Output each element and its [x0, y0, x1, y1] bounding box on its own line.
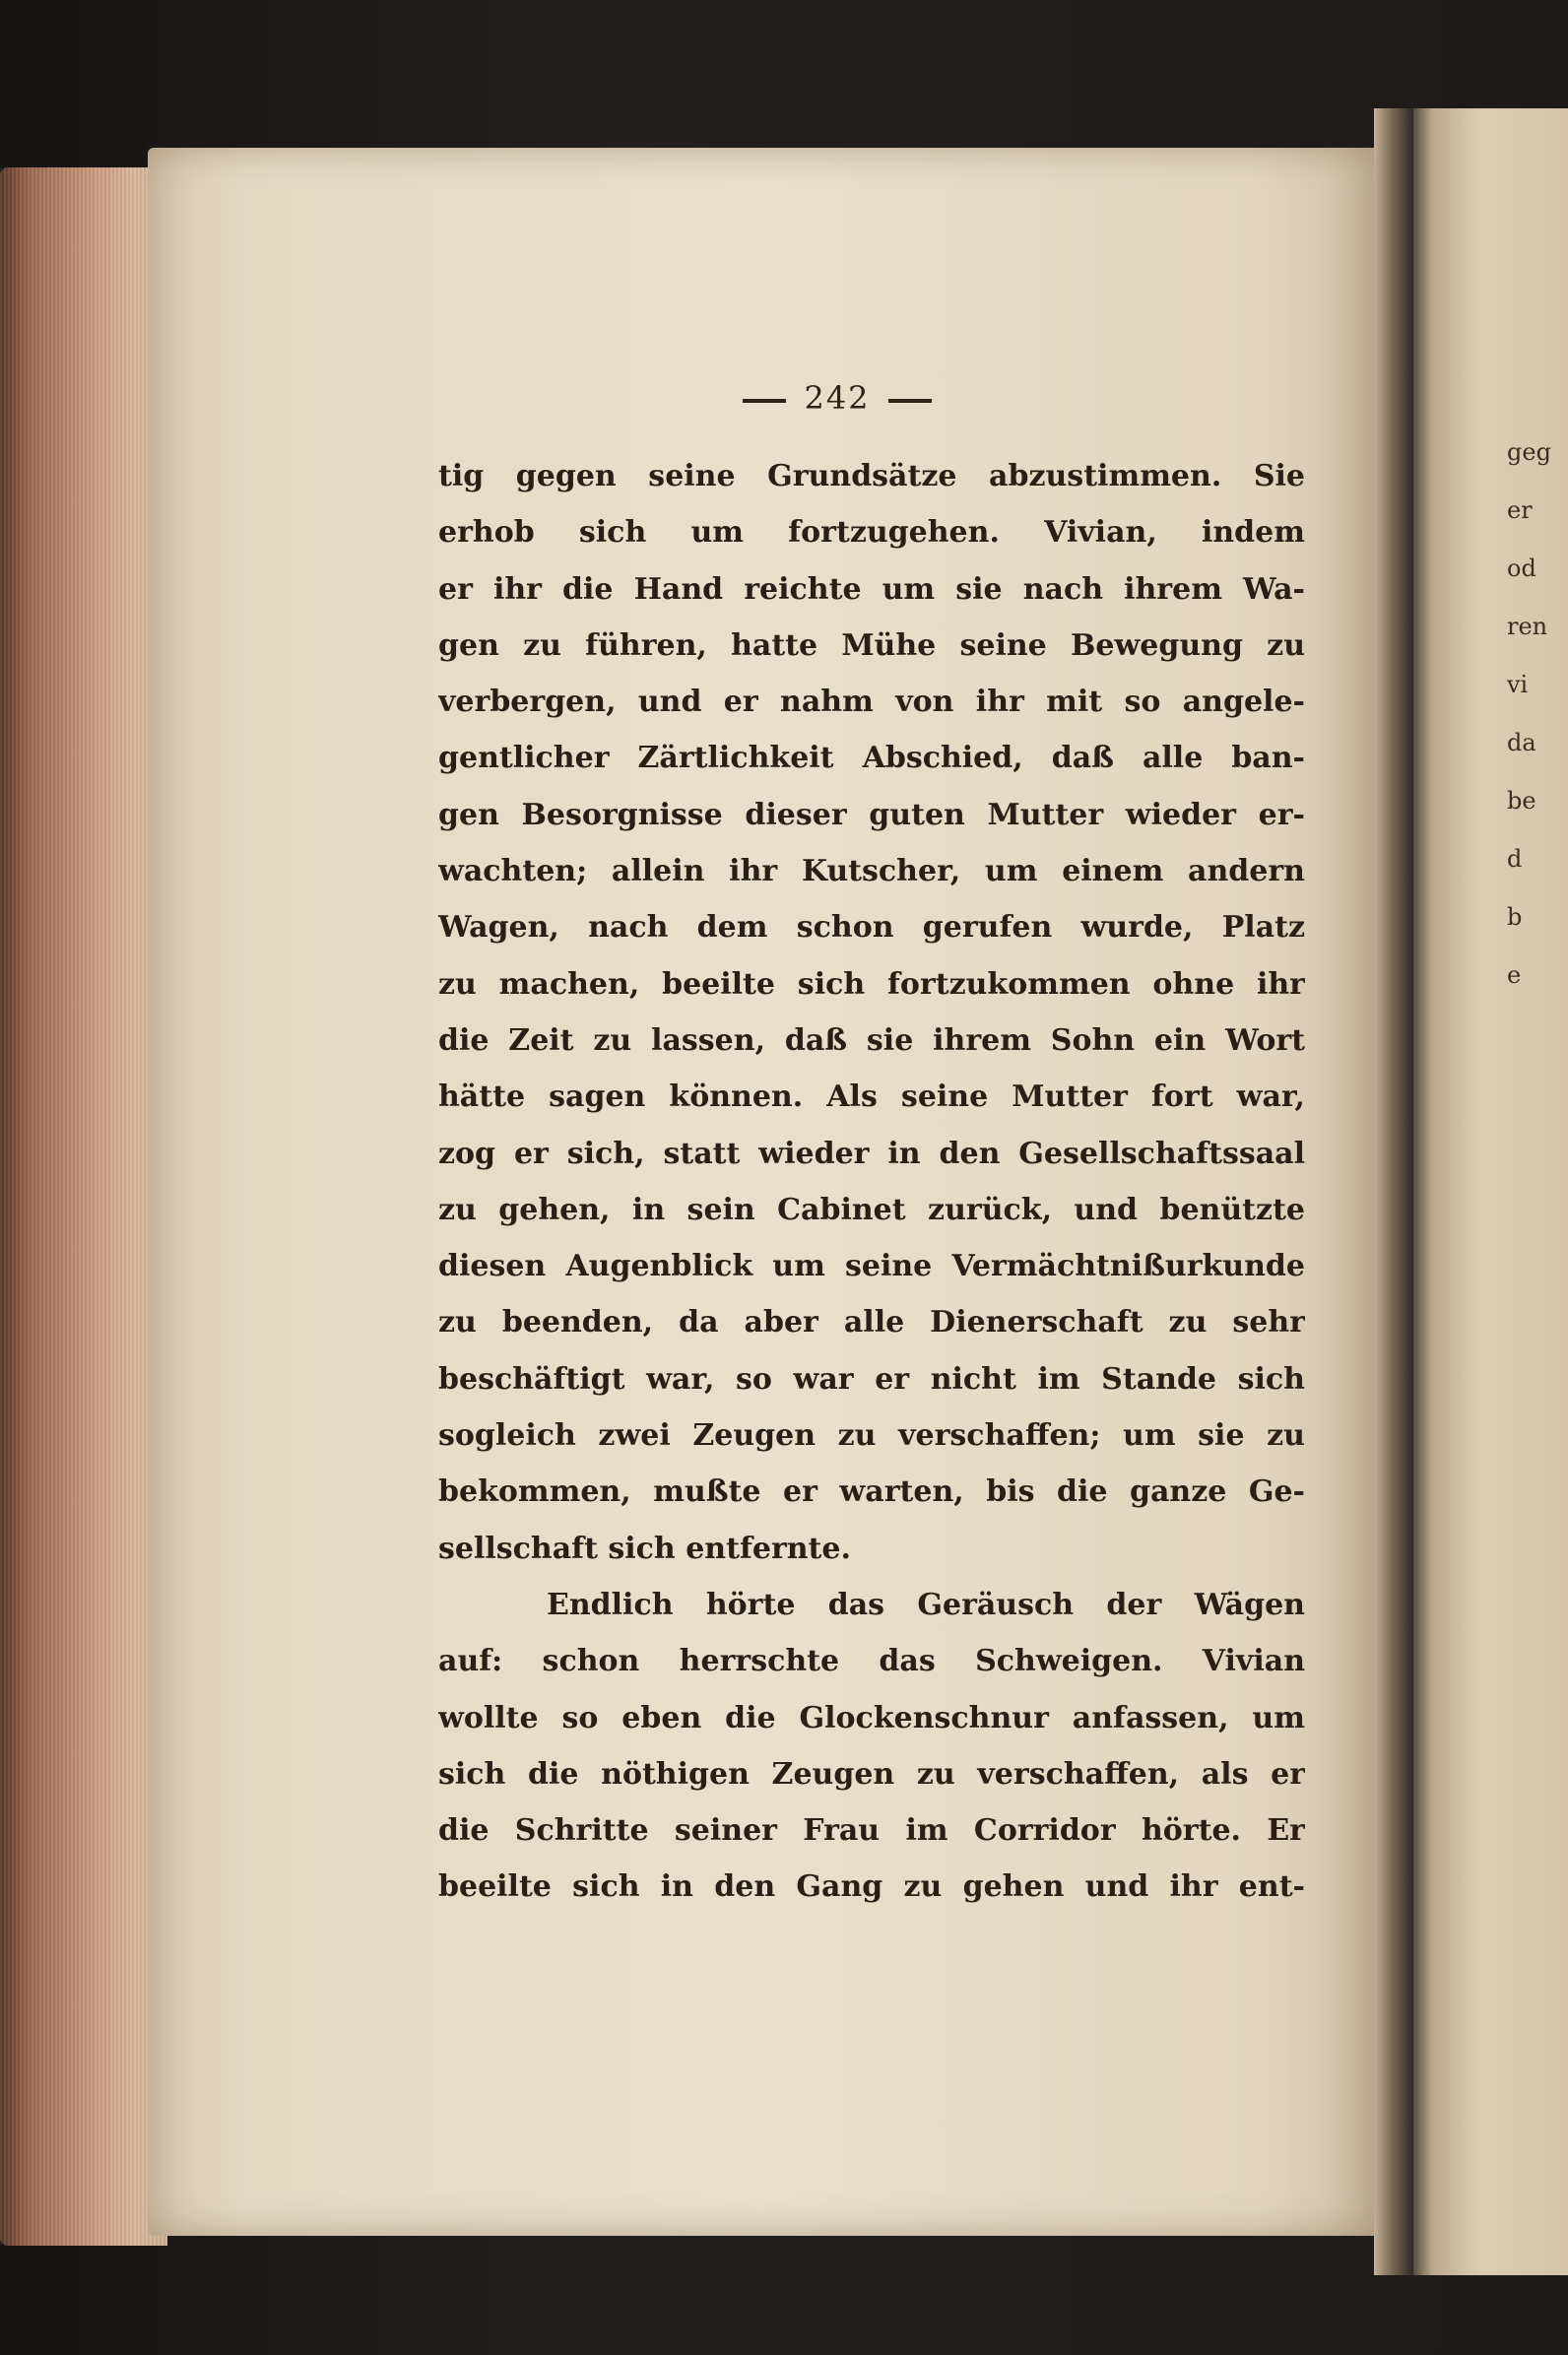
- text-line: sogleich zwei Zeugen zu verschaffen; um sie zu: [438, 1418, 1305, 1454]
- text-line: Wagen, nach dem schon gerufen wurde, Platz: [438, 910, 1305, 946]
- text-line: die Zeit zu lassen, daß sie ihrem Sohn ein Wort: [438, 1022, 1305, 1058]
- facing-page-fragment: b: [1507, 903, 1523, 931]
- text-line: wollte so eben die Glockenschnur anfassen, um: [438, 1700, 1305, 1735]
- text-line: gentlicher Zärtlichkeit Abschied, daß alle ban-: [438, 741, 1305, 776]
- text-line: die Schritte seiner Frau im Corridor hörte. Er: [438, 1813, 1305, 1849]
- facing-page-fragment: ren: [1507, 613, 1548, 640]
- text-line: sich die nöthigen Zeugen zu verschaffen, als er: [438, 1756, 1305, 1792]
- text-line: er ihr die Hand reichte um sie nach ihrem Wa-: [438, 571, 1305, 607]
- facing-page-fragment: e: [1507, 961, 1522, 989]
- text-line: zog er sich, statt wieder in den Gesellschaftssaal: [438, 1136, 1305, 1171]
- page-body-text: [438, 448, 1305, 1916]
- text-line: diesen Augenblick um seine Vermächtnißurkunde: [438, 1249, 1305, 1284]
- book-gutter: [1374, 108, 1413, 2275]
- text-line: zu gehen, in sein Cabinet zurück, und benützte: [438, 1192, 1305, 1227]
- text-line-paragraph-start: Endlich hörte das Geräusch der Wägen: [547, 1587, 1305, 1622]
- facing-page-text-fragments: [1507, 424, 1568, 1005]
- facing-page-fragment: od: [1507, 555, 1536, 582]
- text-line: beeilte sich in den Gang zu gehen und ihr ent-: [438, 1869, 1305, 1905]
- page-number: 242: [804, 379, 871, 417]
- text-line: zu beenden, da aber alle Dienerschaft zu sehr: [438, 1305, 1305, 1341]
- text-line: beschäftigt war, so war er nicht im Stande sich: [438, 1361, 1305, 1397]
- text-line: wachten; allein ihr Kutscher, um einem andern: [438, 854, 1305, 889]
- facing-page-fragment: geg: [1507, 438, 1551, 466]
- facing-page-fragment: vi: [1507, 671, 1529, 698]
- text-line: verbergen, und er nahm von ihr mit so angele-: [438, 685, 1305, 720]
- text-line: zu machen, beeilte sich fortzukommen ohne ihr: [438, 966, 1305, 1002]
- text-line: gen zu führen, hatte Mühe seine Bewegung zu: [438, 627, 1305, 663]
- text-line: bekommen, mußte er warten, bis die ganze Ge-: [438, 1474, 1305, 1510]
- facing-page-fragment: er: [1507, 496, 1533, 524]
- page-header: [719, 379, 955, 417]
- header-dash-left: [743, 399, 786, 403]
- text-line: hätte sagen können. Als seine Mutter fort war,: [438, 1079, 1305, 1115]
- text-line: gen Besorgnisse dieser guten Mutter wieder er-: [438, 797, 1305, 832]
- text-line: tig gegen seine Grundsätze abzustimmen. Sie: [438, 459, 1305, 493]
- text-line: auf: schon herrschte das Schweigen. Vivian: [438, 1644, 1305, 1679]
- text-line: erhob sich um fortzugehen. Vivian, indem: [438, 515, 1305, 551]
- text-line-paragraph-end: sellschaft sich entfernte.: [438, 1531, 851, 1566]
- header-dash-right: [888, 399, 932, 403]
- facing-page-fragment: da: [1507, 729, 1536, 756]
- facing-page-fragment: d: [1507, 845, 1523, 873]
- book-page-edges: [0, 167, 167, 2246]
- facing-page-fragment: be: [1507, 787, 1536, 815]
